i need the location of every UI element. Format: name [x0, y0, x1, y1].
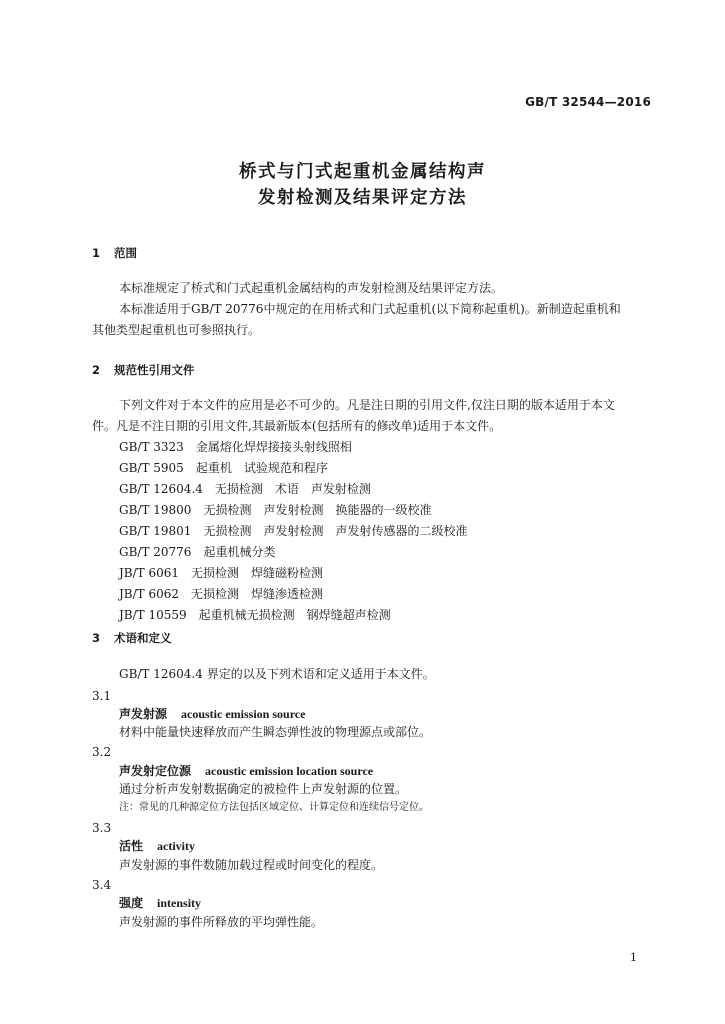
- term-note: 注：常见的几种源定位方法包括区域定位、计算定位和连续信号定位。: [119, 802, 429, 813]
- reference-item: [119, 586, 323, 602]
- reference-title: 无损检测 焊缝渗透检测: [191, 587, 324, 601]
- term-definition: 通过分析声发射数据确定的被检件上声发射源的位置。: [119, 782, 408, 796]
- reference-title: 无损检测 声发射检测 声发射传感器的二级校准: [203, 524, 468, 538]
- standard-number: GB/T 32544—2016: [525, 95, 651, 109]
- reference-code: JB/T 6062: [119, 587, 180, 601]
- section-3-number: 3: [92, 631, 101, 645]
- term-name: [119, 763, 373, 779]
- term-en: acoustic emission location source: [205, 764, 374, 778]
- term-zh: 声发射定位源: [119, 764, 192, 778]
- term-number: 3.1: [92, 689, 112, 703]
- term-number: 3.2: [92, 745, 112, 759]
- term-number: 3.4: [92, 878, 112, 892]
- reference-title: 起重机械无损检测 钢焊缝超声检测: [198, 608, 391, 622]
- section-1-paragraph-2-line-1: 本标准适用于GB/T 20776中规定的在用桥式和门式起重机(以下简称起重机)。新制造起重机和: [119, 302, 621, 316]
- term-en: intensity: [157, 896, 202, 910]
- term-zh: 强度: [119, 896, 144, 910]
- reference-title: 金属熔化焊焊接接头射线照相: [195, 440, 352, 454]
- section-3-title: 术语和定义: [114, 631, 172, 645]
- reference-item: [119, 565, 323, 581]
- section-1-paragraph-1: 本标准规定了桥式和门式起重机金属结构的声发射检测及结果评定方法。: [119, 281, 504, 295]
- term-definition: 声发射源的事件数随加载过程或时间变化的程度。: [119, 858, 384, 872]
- section-1-number: 1: [92, 246, 101, 260]
- section-2-title: 规范性引用文件: [114, 363, 195, 377]
- reference-item: [119, 460, 328, 476]
- reference-title: 无损检测 术语 声发射检测: [214, 482, 371, 496]
- term-definition: 声发射源的事件所释放的平均弹性能。: [119, 915, 324, 929]
- term-zh: 声发射源: [119, 707, 168, 721]
- reference-title: 无损检测 焊缝磁粉检测: [191, 566, 324, 580]
- section-1-title: 范围: [114, 246, 137, 260]
- term-number: 3.3: [92, 821, 112, 835]
- section-2-heading: [92, 362, 195, 378]
- section-2-intro-line-2: 件。凡是不注日期的引用文件,其最新版本(包括所有的修改单)适用于本文件。: [92, 419, 502, 433]
- reference-item: [119, 439, 352, 455]
- term-name: [119, 706, 305, 722]
- section-3-intro: GB/T 12604.4 界定的以及下列术语和定义适用于本文件。: [119, 667, 435, 681]
- reference-code: GB/T 12604.4: [119, 482, 203, 496]
- term-en: acoustic emission source: [181, 707, 306, 721]
- section-2-number: 2: [92, 363, 101, 377]
- reference-item: [119, 544, 275, 560]
- section-2-intro-line-1: 下列文件对于本文件的应用是必不可少的。凡是注日期的引用文件,仅注日期的版本适用于本文: [119, 398, 615, 412]
- reference-item: [119, 481, 371, 497]
- reference-code: GB/T 3323: [119, 440, 184, 454]
- reference-code: JB/T 10559: [119, 608, 187, 622]
- section-1-heading: [92, 245, 137, 261]
- term-definition: 材料中能量快速释放而产生瞬态弹性波的物理源点或部位。: [119, 725, 432, 739]
- reference-title: 起重机 试验规范和程序: [195, 461, 328, 475]
- term-name: [119, 838, 195, 854]
- term-zh: 活性: [119, 839, 144, 853]
- term-name: [119, 895, 201, 911]
- reference-code: GB/T 19800: [119, 503, 192, 517]
- document-title-line-1: 桥式与门式起重机金属结构声: [239, 162, 486, 182]
- section-1-paragraph-2-line-2: 其他类型起重机也可参照执行。: [92, 323, 261, 337]
- reference-title: 无损检测 声发射检测 换能器的一级校准: [203, 503, 432, 517]
- reference-code: GB/T 19801: [119, 524, 192, 538]
- reference-item: [119, 607, 391, 623]
- page-number: 1: [630, 951, 637, 964]
- reference-code: GB/T 20776: [119, 545, 192, 559]
- reference-code: JB/T 6061: [119, 566, 180, 580]
- reference-code: GB/T 5905: [119, 461, 184, 475]
- reference-title: 起重机械分类: [203, 545, 276, 559]
- reference-item: [119, 502, 431, 518]
- term-en: activity: [157, 839, 196, 853]
- reference-item: [119, 523, 467, 539]
- document-title-line-2: 发射检测及结果评定方法: [258, 188, 467, 208]
- section-3-heading: [92, 630, 172, 646]
